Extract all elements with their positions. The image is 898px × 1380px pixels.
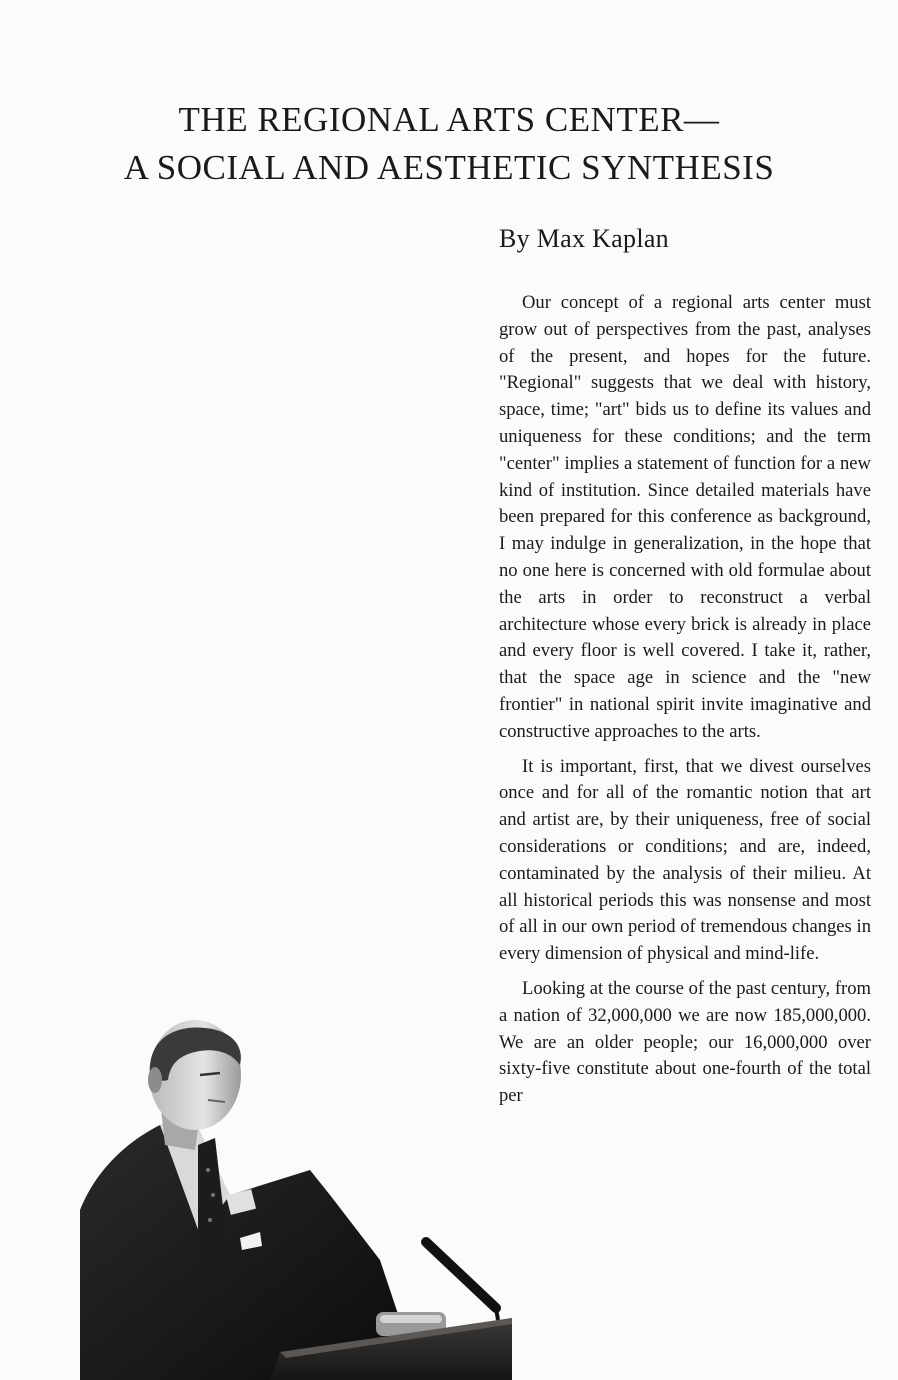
body-paragraph-3: Looking at the course of the past century, from a nation of 32,000,000 we are now 185,000,000. We are an older people; our 16,000,000 over sixty-five constitute about one-fourth of the total per <box>499 977 871 1107</box>
title-line-2: A SOCIAL AND AESTHETIC SYNTHESIS <box>123 148 775 187</box>
article-title <box>0 96 898 192</box>
body-paragraph-2: It is important, first, that we divest ourselves once and for all of the romantic notion that art and artist are, by their uniqueness, free of social considerations or conditions; and are, indeed, contaminated by the analysis of their milieu. At all historical periods this was nonsense and most of all in our own period of tremendous changes in every dimension of physical and mind-life. <box>499 755 871 965</box>
article-body <box>499 290 871 1118</box>
author-byline: By Max Kaplan <box>499 224 669 253</box>
body-paragraph-1: Our concept of a regional arts center must grow out of perspectives from the past, analyses of the present, and hopes for the future. "Regional" suggests that we deal with history, space, time; "art" bids us to define its values and uniqueness for these conditions; and the term "center" implies a statement of function for a new kind of institution. Since detailed materials have been prepared for this conference as background, I may indulge in generalization, in the hope that no one here is concerned with old formulae about the arts in order to reconstruct a verbal architecture whose every brick is already in place and every floor is well covered. I take it, rather, that the space age in science and the "new frontier" in national spirit invite imaginative and constructive approaches to the arts. <box>499 292 871 742</box>
speaker-photo <box>80 1020 512 1380</box>
title-line-1: THE REGIONAL ARTS CENTER— <box>178 100 720 139</box>
